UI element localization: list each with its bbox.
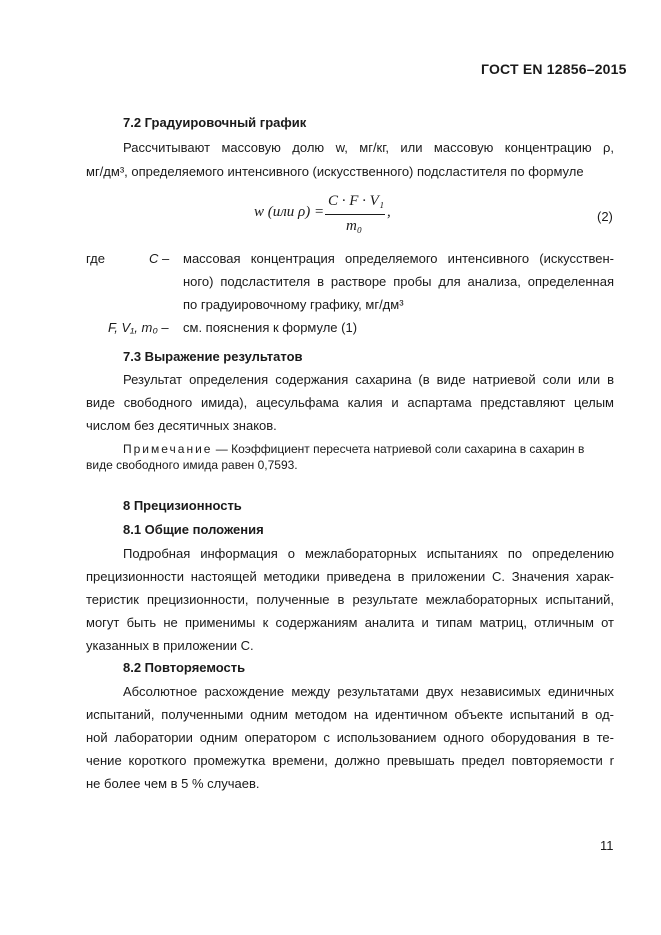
- s82-line3: ной лаборатории одним оператором с использованием одного оборудования в те-: [86, 730, 614, 745]
- s82-line5: не более чем в 5 % случаев.: [86, 776, 260, 791]
- s73-line1: Результат определения содержания сахарина (в виде натриевой соли или в: [123, 372, 614, 387]
- fraction-bar: [325, 214, 385, 215]
- formula-denominator: m₀: [346, 218, 363, 234]
- where-def1-line1: массовая концентрация определяемого интенсивного (искусствен-: [183, 251, 614, 266]
- where-symbols-f-v1-m0: F, V₁, m₀ –: [108, 320, 169, 335]
- where-label: где: [86, 251, 105, 266]
- s81-line1: Подробная информация о межлабораторных испытаниях по определению: [123, 546, 614, 561]
- s82-line1: Абсолютное расхождение между результатами двух независимых единичных: [123, 684, 614, 699]
- section-7-3-heading: 7.3 Выражение результатов: [123, 349, 303, 364]
- where-def2: см. пояснения к формуле (1): [183, 320, 358, 335]
- formula-lhs: w (или ρ) =: [254, 204, 325, 220]
- section-8-heading: 8 Прецизионность: [123, 498, 242, 513]
- page-number: 11: [600, 838, 614, 853]
- note-label: Примечание: [123, 442, 213, 456]
- where-def1-line3: по градуировочному графику, мг/дм³: [183, 297, 404, 312]
- where-def1-line2: ного) подсластителя в растворе пробы для анализа, определенная: [183, 274, 614, 289]
- note-line2: виде свободного имида равен 0,7593.: [86, 458, 298, 472]
- s81-line4: могут быть не применимы к содержаниям аналита и типам матриц, отличным от: [86, 615, 614, 630]
- s81-line5: указанных в приложении С.: [86, 638, 254, 653]
- note-text-line1: — Коэффициент пересчета натриевой соли сахарина в сахарин в: [212, 442, 585, 456]
- s82-line4: чение короткого промежутка времени, должно превышать предел повторяемости r: [86, 753, 614, 768]
- section-8-2-heading: 8.2 Повторяемость: [123, 660, 246, 675]
- s73-line2: виде свободного имида), ацесульфама калия и аспартама представляют целым: [86, 395, 614, 410]
- formula-numerator: C · F · V₁: [328, 193, 385, 209]
- section-7-2-heading: 7.2 Градуировочный график: [123, 115, 307, 130]
- formula-2: [254, 191, 424, 239]
- s72-paragraph-line1: Рассчитывают массовую долю w, мг/кг, или массовую концентрацию ρ,: [123, 140, 614, 155]
- s81-line3: теристик прецизионности, полученные в результате межлабораторных испытаний,: [86, 592, 614, 607]
- s81-line2: прецизионности настоящей методики приведена в приложении С. Значения харак-: [86, 569, 614, 584]
- formula-number: (2): [597, 209, 613, 224]
- s72-paragraph-line2: мг/дм³, определяемого интенсивного (искусственного) подсластителя по формуле: [86, 164, 584, 179]
- formula-comma: ,: [387, 204, 391, 220]
- note-line1: [123, 442, 614, 456]
- s73-line3: числом без десятичных знаков.: [86, 418, 277, 433]
- where-symbol-c: C –: [149, 251, 170, 266]
- section-8-1-heading: 8.1 Общие положения: [123, 522, 264, 537]
- s82-line2: испытаний, полученными одним методом на идентичном объекте испытаний в од-: [86, 707, 614, 722]
- document-header: ГОСТ EN 12856–2015: [481, 61, 627, 77]
